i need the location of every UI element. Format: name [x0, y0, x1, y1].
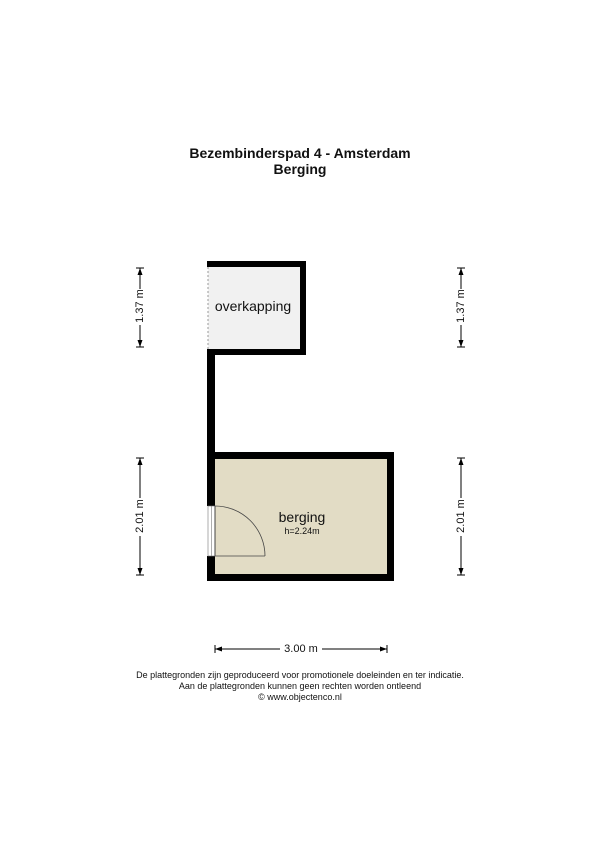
- disclaimer-line-2: Aan de plattegronden kunnen geen rechten worden ontleend: [178, 681, 422, 691]
- plan-title: Bezembinderspad 4 - Amsterdam: [189, 145, 411, 161]
- dim-label-bottom: 3.00 m: [284, 643, 318, 655]
- dim-label-left-lower: 2.01 m: [134, 499, 146, 533]
- dim-label-right-lower: 2.01 m: [455, 499, 467, 533]
- dim-label-left-upper: 1.37 m: [134, 289, 146, 323]
- overkapping-bottom-wall: [214, 349, 306, 355]
- berging-top-wall: [207, 452, 394, 459]
- dim-label-right-upper: 1.37 m: [455, 289, 467, 323]
- disclaimer-line-1: De plattegronden zijn geproduceerd voor promotionele doeleinden en ter indicatie.: [136, 670, 464, 680]
- berging-left-wall-upper: [207, 452, 215, 506]
- berging-bottom-wall: [207, 574, 394, 581]
- copyright-line: © www.objectenco.nl: [258, 692, 342, 702]
- room-label-overkapping: overkapping: [214, 298, 292, 314]
- berging-right-wall: [387, 452, 394, 581]
- overkapping-right-wall: [300, 261, 306, 355]
- room-height-berging: h=2.24m: [284, 526, 320, 536]
- plan-subtitle: Berging: [273, 161, 327, 177]
- berging-left-wall-lower: [207, 556, 215, 581]
- room-label-berging: berging: [278, 509, 326, 525]
- overkapping-top-wall: [207, 261, 306, 267]
